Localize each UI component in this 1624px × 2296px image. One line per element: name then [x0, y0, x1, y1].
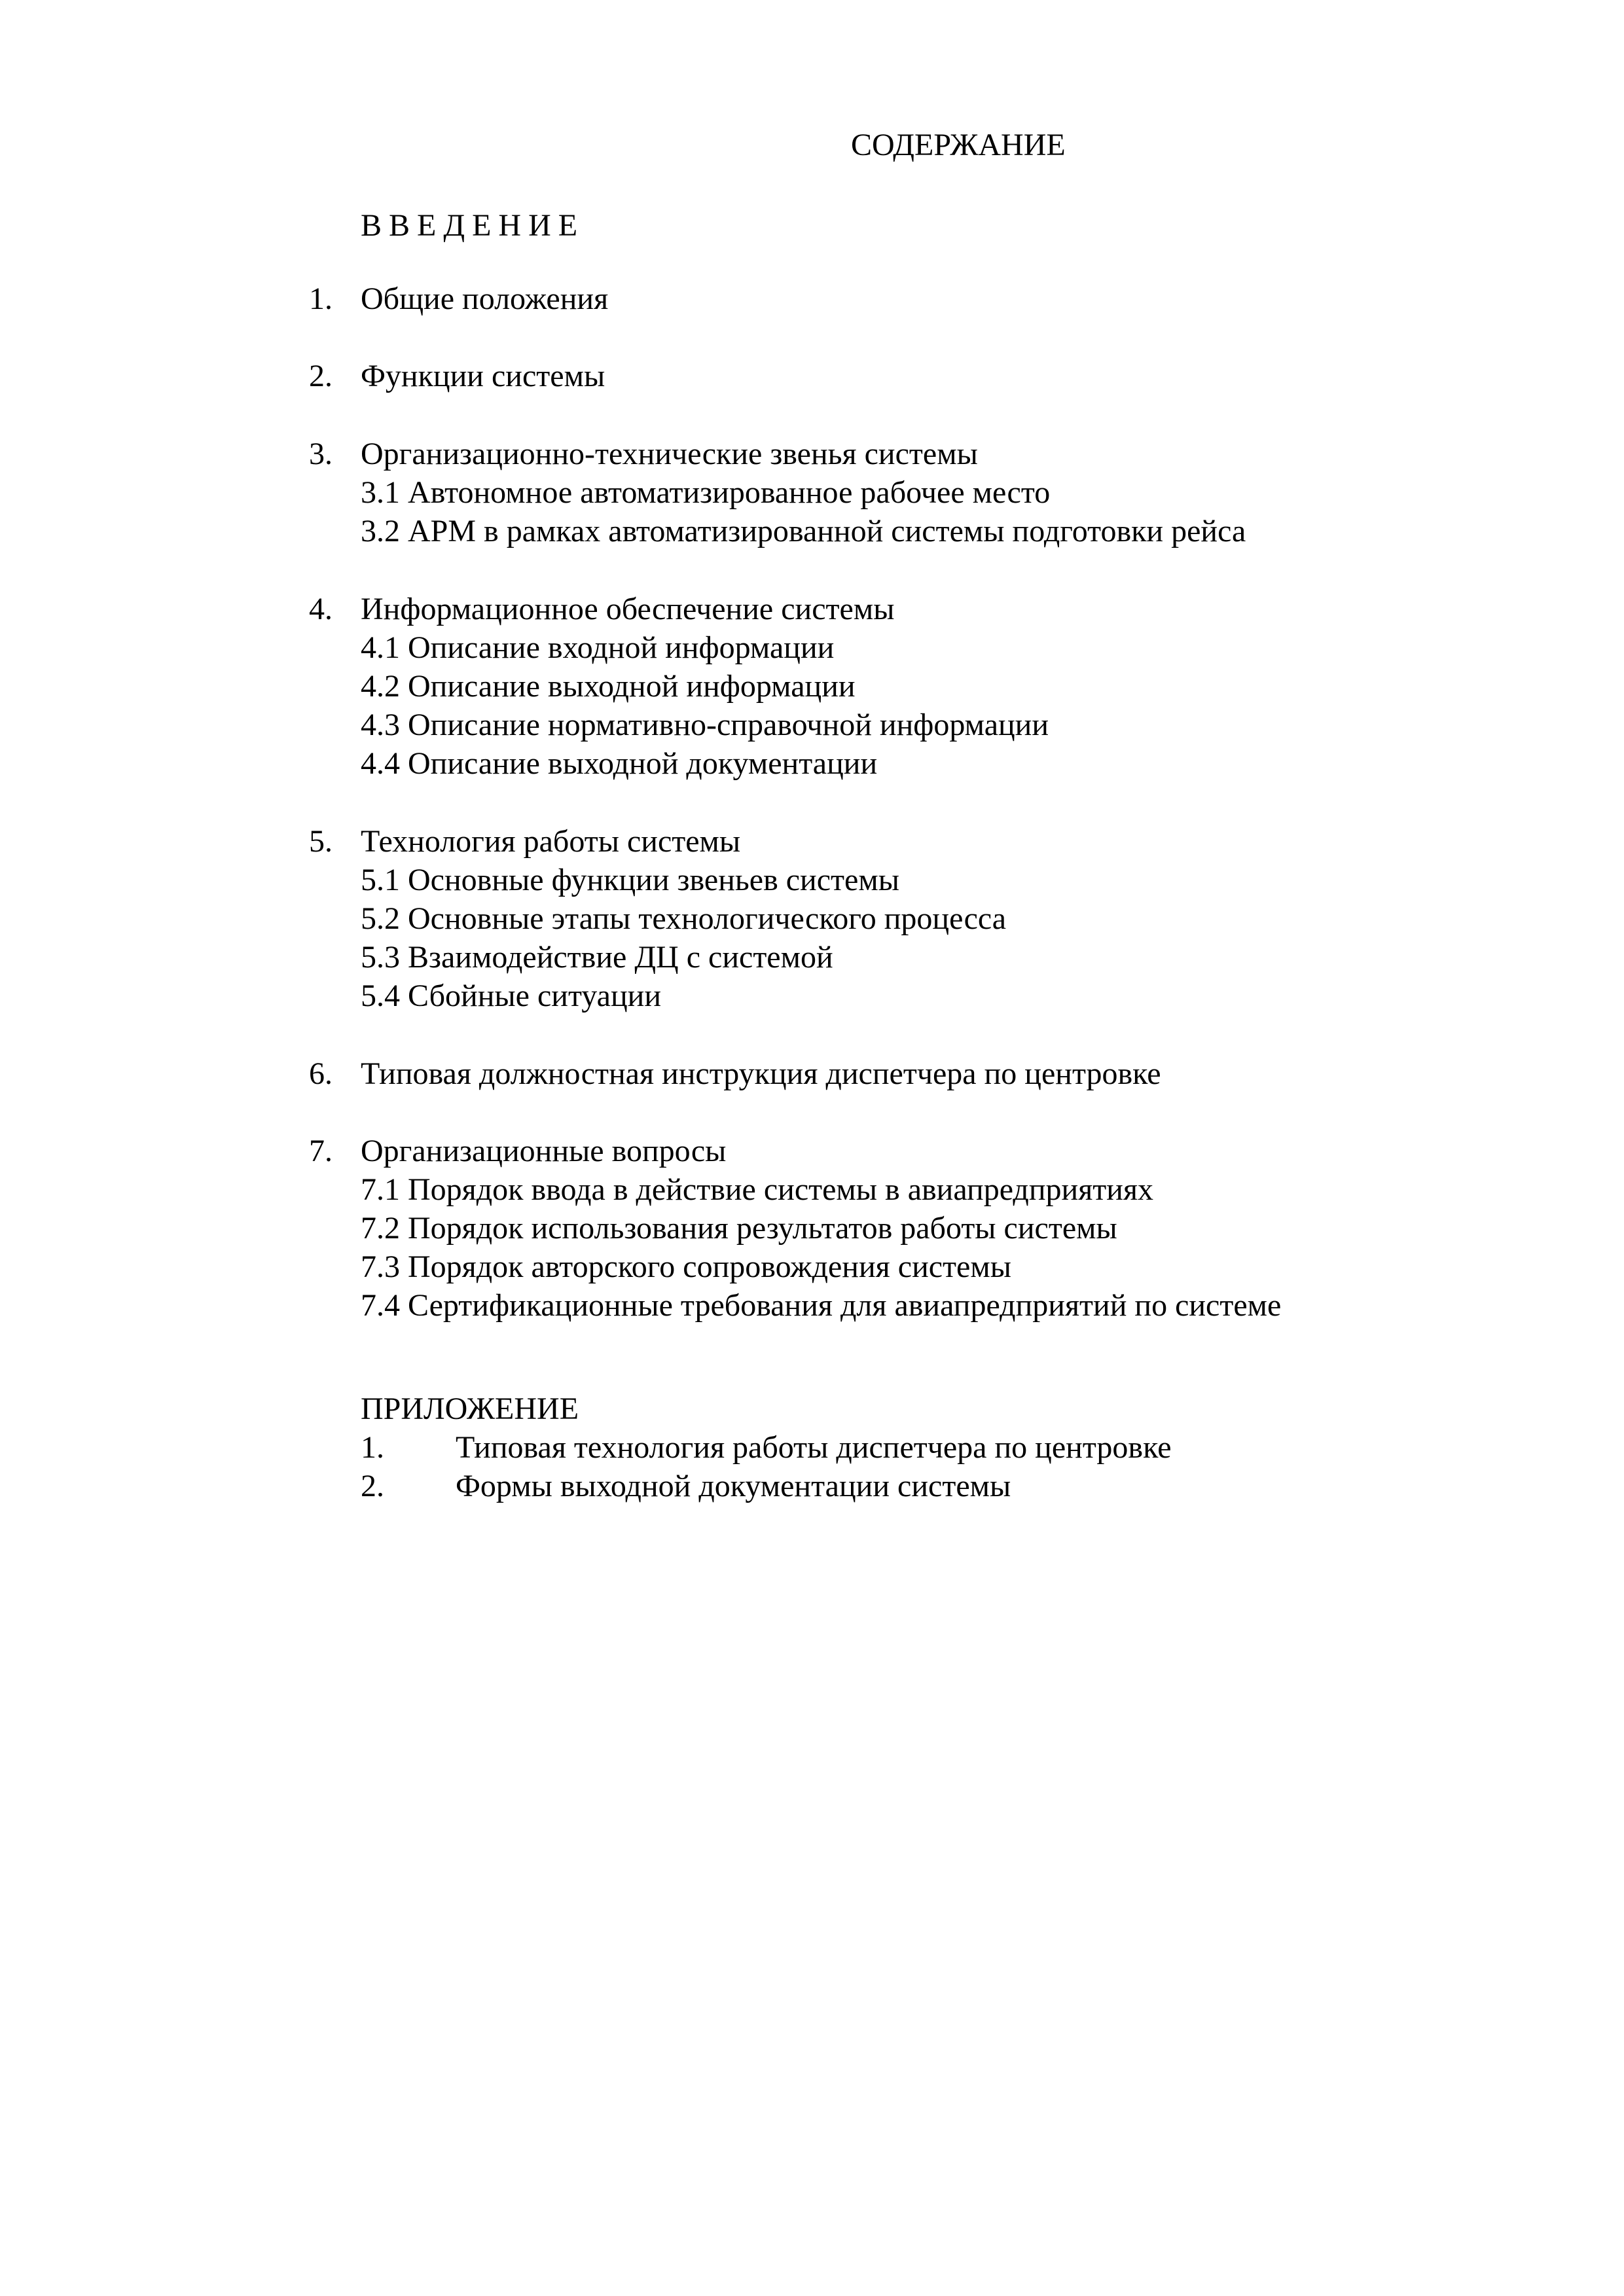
toc-title: СОДЕРЖАНИЕ	[851, 128, 1066, 162]
subsection-item: 7.2 Порядок использования результатов работы системы	[361, 1211, 1117, 1246]
subsection-item: 5.4 Сбойные ситуации	[361, 978, 662, 1013]
appendix-item-title: Формы выходной документации системы	[456, 1469, 1011, 1503]
section-number: 1.	[309, 281, 333, 316]
subsection-item: 5.1 Основные функции звеньев системы	[361, 863, 899, 897]
section-title: Организационно-технические звенья системы	[361, 437, 978, 471]
subsection-item: 7.1 Порядок ввода в действие системы в авиапредприятиях	[361, 1172, 1154, 1207]
appendix-item-title: Типовая технология работы диспетчера по центровке	[456, 1430, 1172, 1465]
subsection-item: 5.2 Основные этапы технологического процесса	[361, 901, 1007, 936]
appendix-item-number: 1.	[361, 1430, 384, 1465]
section-title: Технология работы системы	[361, 824, 741, 859]
section-number: 3.	[309, 437, 333, 471]
section-title: Типовая должностная инструкция диспетчера по центровке	[361, 1056, 1161, 1091]
section-title: Информационное обеспечение системы	[361, 592, 895, 626]
subsection-item: 5.3 Взаимодействие ДЦ с системой	[361, 940, 833, 975]
subsection-item: 7.4 Сертификационные требования для авиапредприятий по системе	[361, 1288, 1282, 1323]
subsection-item: 4.2 Описание выходной информации	[361, 669, 856, 704]
section-number: 5.	[309, 824, 333, 859]
subsection-item: 4.1 Описание входной информации	[361, 630, 835, 665]
section-title: Функции системы	[361, 359, 605, 393]
toc-intro: ВВЕДЕНИЕ	[361, 208, 585, 243]
section-title: Общие положения	[361, 281, 609, 316]
appendix-title: ПРИЛОЖЕНИЕ	[361, 1391, 579, 1426]
section-number: 2.	[309, 359, 333, 393]
section-title: Организационные вопросы	[361, 1134, 727, 1168]
subsection-item: 4.3 Описание нормативно-справочной информации	[361, 708, 1049, 742]
subsection-item: 3.2 АРМ в рамках автоматизированной системы подготовки рейса	[361, 514, 1246, 548]
appendix-item-number: 2.	[361, 1469, 384, 1503]
section-number: 4.	[309, 592, 333, 626]
subsection-item: 3.1 Автономное автоматизированное рабочее место	[361, 475, 1051, 510]
section-number: 7.	[309, 1134, 333, 1168]
subsection-item: 4.4 Описание выходной документации	[361, 746, 878, 781]
subsection-item: 7.3 Порядок авторского сопровождения системы	[361, 1249, 1011, 1284]
section-number: 6.	[309, 1056, 333, 1091]
